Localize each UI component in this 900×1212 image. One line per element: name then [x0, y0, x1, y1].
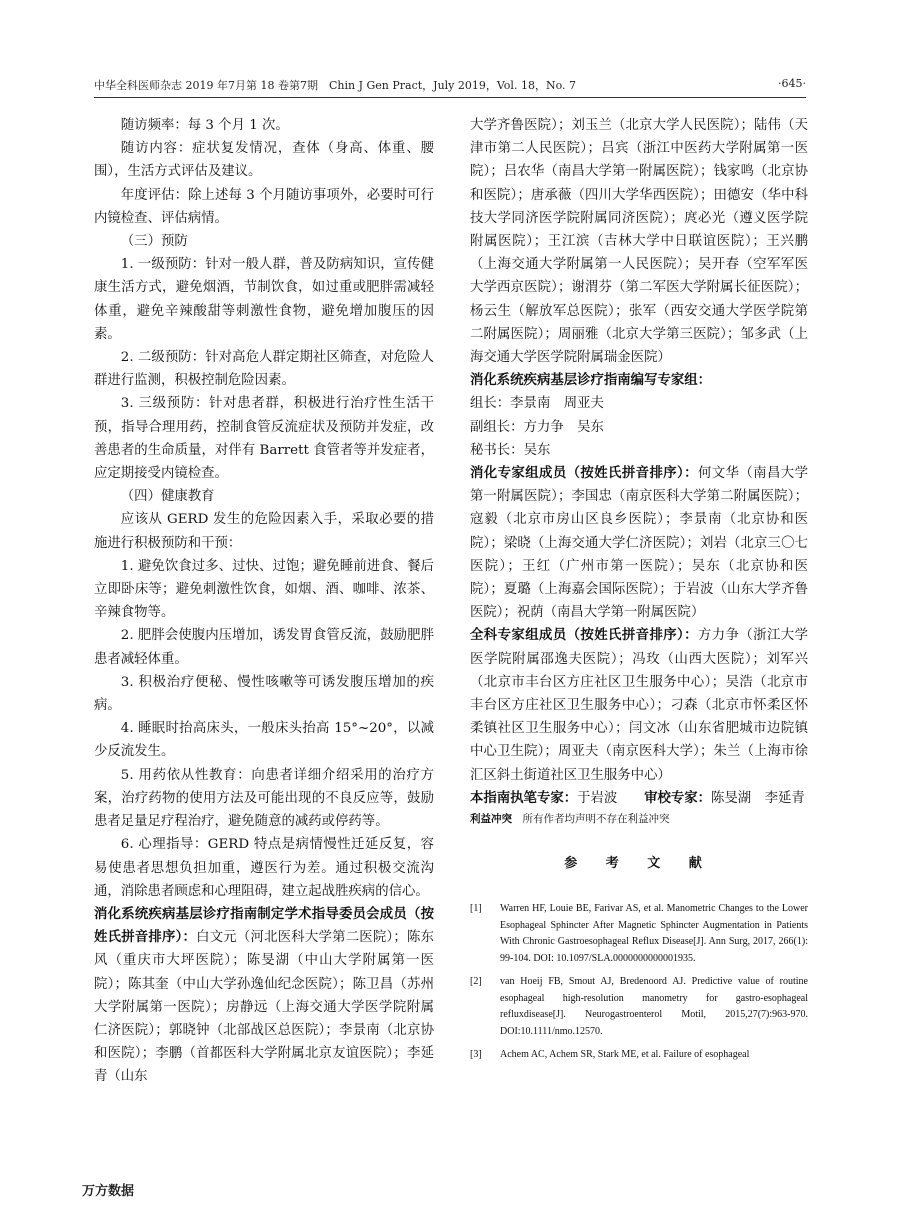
paragraph: 5. 用药依从性教育：向患者详细介绍采用的治疗方案，治疗药物的使用方法及可能出现的不良反应等，鼓励患者足量足疗程治疗，避免随意的减药或停药等。 — [94, 767, 434, 830]
paragraph: 应该从 GERD 发生的危险因素入手，采取必要的措施进行积极预防和干预： — [94, 512, 434, 551]
reference-number: [1] — [470, 903, 482, 915]
section-heading: （三）预防 — [120, 234, 188, 250]
reference-text: Warren HF, Louie BE, Farivar AS, et al. Manometric Changes to the Lower Esophageal Sphincter After Magnetic Sphincter Augmentation in Patients With Chronic Gastroesophageal Reflux Disease[J]. Ann Surg, 2017, 266(1): 99-104. DOI: 10.1097/SLA.0000000000001935. — [500, 903, 808, 964]
reference-item — [470, 1047, 808, 1064]
watermark-footer: 万方数据 — [82, 1184, 135, 1199]
committee-paragraph — [94, 903, 434, 1089]
group-leaders: 组长：李景南 周亚夫 — [470, 396, 604, 412]
paragraph: 1. 一级预防：针对一般人群，普及防病知识，宣传健康生活方式，避免烟酒，节制饮食，如过重或肥胖需减轻体重，避免辛辣酸甜等刺激性食物，避免增加腹压的因素。 — [94, 257, 434, 342]
committee-members: 白文元（河北医科大学第二医院）；陈东风（重庆市大坪医院）；陈旻湖（中山大学附属第一医院）；陈其奎（中山大学孙逸仙纪念医院）；陈卫昌（苏州大学附属第一医院）；房静远（上海交通大学医学院附属仁济医院）；郭晓钟（北部战区总医院）；李景南（北京协和医院）；李鹏（首都医科大学附属北京友谊医院）；李延青（山东 — [94, 930, 434, 1085]
reference-item — [470, 974, 808, 1040]
secretary: 秘书长：吴东 — [470, 442, 551, 458]
paragraph: 年度评估：除上述每 3 个月随访事项外，必要时可行内镜检查、评估病情。 — [94, 187, 434, 226]
vice-leaders: 副组长：方力争 吴东 — [470, 419, 604, 435]
page-number: ·645· — [778, 77, 806, 90]
reference-number: [2] — [470, 976, 482, 988]
reference-number: [3] — [470, 1049, 482, 1061]
digestive-experts: 消化专家组成员（按姓氏拼音排序）：何文华（南昌大学第一附属医院）；李国忠（南京医科大学第二附属医院）；寇毅（北京市房山区良乡医院）；李景南（北京协和医院）；梁晓（上海交通大学仁济医院）；刘岩（北京三〇七医院）；王红（广州市第一医院）；吴东（北京协和医院）；夏璐（上海嘉会国际医院）；于岩波（山东大学齐鲁医院）；祝荫（南昌大学第一附属医院） — [470, 466, 808, 621]
paragraph: 随访频率：每 3 个月 1 次。 — [120, 118, 289, 133]
references-title: 参 考 文 献 — [564, 856, 714, 872]
paragraph: 1. 避免饮食过多、过快、过饱；避免睡前进食、餐后立即卧床等；避免刺激性饮食，如烟、酒、咖啡、浓茶、辛辣食物等。 — [94, 558, 434, 621]
paragraph: 随访内容：症状复发情况，查体（身高、体重、腰围），生活方式评估及建议。 — [94, 141, 434, 180]
paragraph: 3. 积极治疗便秘、慢性咳嗽等可诱发腹压增加的疾病。 — [94, 674, 434, 714]
committee-heading: 消化系统疾病基层诊疗指南制定学术指导委员会成员（按姓氏拼音排序）： — [94, 906, 434, 946]
paragraph: 4. 睡眠时抬高床头，一般床头抬高 15°~20°，以减少反流发生。 — [94, 721, 434, 760]
writing-group-heading: 消化系统疾病基层诊疗指南编写专家组： — [470, 373, 712, 389]
reference-text: van Hoeij FB, Smout AJ, Bredenoord AJ. Predictive value of routine esophageal high-resolution manometry for gastro-esophageal refluxdisease[J]. Neurogastroenterol Motil, 2015,27(7):963-970. DOI:10.1111/nmo.12570. — [500, 976, 808, 1037]
running-header — [94, 77, 806, 97]
conflict-of-interest: 利益冲突 所有作者均声明不存在利益冲突 — [470, 813, 670, 826]
paragraph: 6. 心理指导：GERD 特点是病情慢性迁延反复，容易使患者思想负担加重，遵医行为差。通过积极交流沟通，消除患者顾虑和心理阻碍，建立起战胜疾病的信心。 — [94, 837, 434, 899]
reference-item — [470, 901, 808, 967]
committee-members-continued: 大学齐鲁医院）；刘玉兰（北京大学人民医院）；陆伟（天津市第二人民医院）；吕宾（浙江中医药大学附属第一医院）；吕农华（南昌大学第一附属医院）；钱家鸣（北京协和医院）；唐承薇（四川大学华西医院）；田德安（华中科技大学同济医学院附属同济医院）；庹必光（遵义医学院附属医院）；王江滨（吉林大学中日联谊医院）；王兴鹏（上海交通大学附属第一人民医院）；吴开春（空军军医大学西京医院）；谢渭芬（第二军医大学附属长征医院）；杨云生（解放军总医院）；张军（西安交通大学医学院第二附属医院）；周丽雅（北京大学第三医院）；邹多武（上海交通大学医学院附属瑞金医院） — [470, 118, 808, 366]
section-heading: （四）健康教育 — [120, 489, 215, 505]
paragraph: 2. 肥胖会使腹内压增加，诱发胃食管反流，鼓励肥胖患者减轻体重。 — [94, 628, 434, 667]
reference-text: Achem AC, Achem SR, Stark ME, et al. Failure of esophageal — [500, 1049, 750, 1061]
right-column — [470, 114, 808, 1071]
paragraph: 2. 二级预防：针对高危人群定期社区筛查，对危险人群进行监测，积极控制危险因素。 — [94, 350, 434, 389]
left-column — [94, 114, 434, 1089]
authors-line: 本指南执笔专家：于岩波 审校专家：陈旻湖 李延青 — [470, 790, 805, 806]
journal-citation: 中华全科医师杂志 2019 年7月第 18 卷第7期 Chin J Gen Pract，July 2019，Vol. 18，No. 7 — [94, 79, 576, 92]
header-divider — [94, 97, 806, 98]
general-practice-experts: 全科专家组成员（按姓氏拼音排序）：方力争（浙江大学医学院附属邵逸夫医院）；冯玫（山西大医院）；刘军兴（北京市丰台区方庄社区卫生服务中心）；吴浩（北京市丰台区方庄社区卫生服务中心）；刁森（北京市怀柔区怀柔镇社区卫生服务中心）；闫文冰（山东省肥城市边院镇中心卫生院）；周亚夫（南京医科大学）；朱兰（上海市徐汇区斜土街道社区卫生服务中心） — [470, 628, 808, 783]
paragraph: 3. 三级预防：针对患者群，积极进行治疗性生活干预，指导合理用药，控制食管反流症状及预防并发症，改善患者的生命质量，对伴有 Barrett 食管者等并发症者，应定期接受内镜检查。 — [94, 396, 434, 482]
